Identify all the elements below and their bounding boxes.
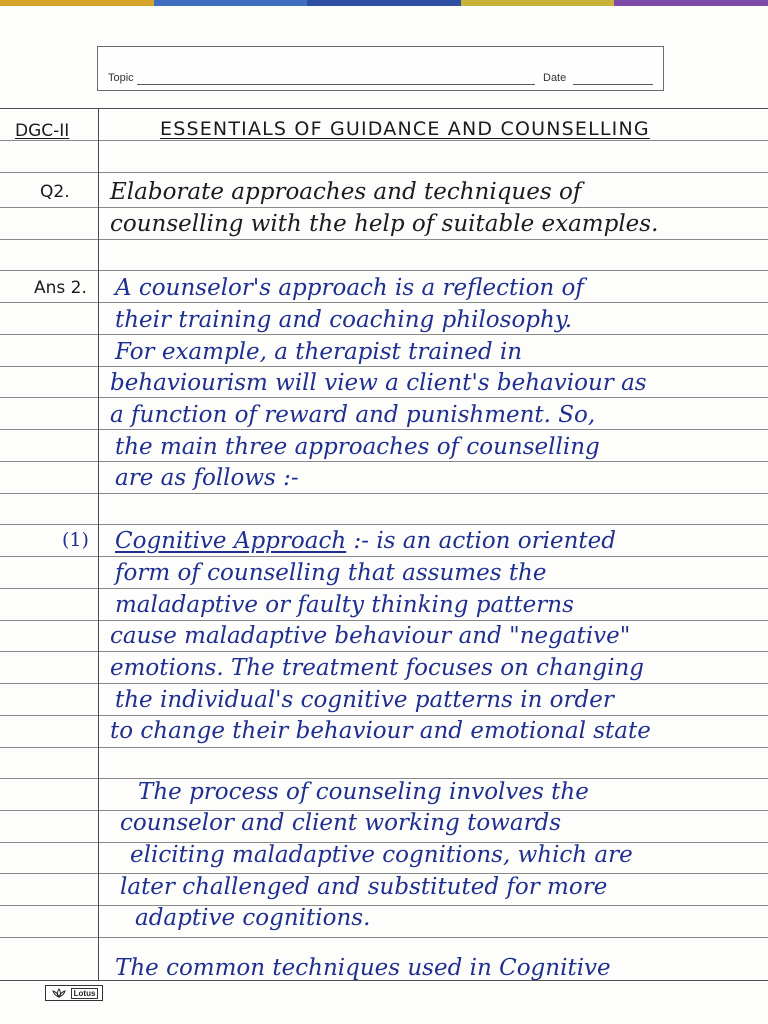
point-heading-suffix: :- is an action oriented <box>353 528 616 554</box>
point-line: maladaptive or faulty thinking patterns <box>115 592 574 618</box>
point-heading-line <box>115 530 616 553</box>
continuation-line: The common techniques used in Cognitive <box>115 955 611 981</box>
ruled-line <box>0 172 768 173</box>
point-line: the individual's cognitive patterns in order <box>115 687 614 713</box>
process-line: The process of counseling involves the <box>138 779 589 805</box>
ruled-line <box>0 556 768 557</box>
ruled-line <box>0 270 768 271</box>
answer-line: behaviourism will view a client's behaviour as <box>110 370 647 396</box>
process-line: counselor and client working towards <box>120 810 562 836</box>
answer-line: A counselor's approach is a reflection of <box>115 275 584 301</box>
lotus-flower-icon <box>50 988 68 998</box>
answer-line: For example, a therapist trained in <box>115 339 523 365</box>
answer-label: Ans 2. <box>34 278 87 298</box>
answer-line: are as follows :- <box>115 465 299 491</box>
question-label: Q2. <box>40 182 70 202</box>
paper-code: DGC-II <box>15 121 70 141</box>
ruled-line <box>0 588 768 589</box>
point-line: to change their behaviour and emotional state <box>110 718 651 744</box>
ruled-line <box>0 461 768 462</box>
ruled-line <box>0 715 768 716</box>
ruled-line <box>0 207 768 208</box>
brand-name: Lotus <box>71 988 99 999</box>
question-line: counselling with the help of suitable examples. <box>110 211 659 237</box>
ruled-line <box>0 683 768 684</box>
date-blank-line <box>573 84 653 85</box>
ruled-line <box>0 108 768 109</box>
ruled-line <box>0 493 768 494</box>
ruled-line <box>0 397 768 398</box>
topic-blank-line <box>137 84 535 85</box>
ruled-line <box>0 620 768 621</box>
process-line: eliciting maladaptive cognitions, which are <box>130 842 633 868</box>
process-line: later challenged and substituted for more <box>120 874 608 900</box>
point-number: (1) <box>62 529 89 551</box>
ruled-line <box>0 524 768 525</box>
ruled-line <box>0 905 768 906</box>
topic-date-header-box <box>97 46 664 91</box>
ruled-line <box>0 429 768 430</box>
page-title: ESSENTIALS OF GUIDANCE AND COUNSELLING <box>160 118 650 140</box>
ruled-line <box>0 239 768 240</box>
ruled-line <box>0 747 768 748</box>
answer-line: their training and coaching philosophy. <box>115 307 573 333</box>
ruled-line <box>0 302 768 303</box>
point-heading: Cognitive Approach <box>115 528 347 554</box>
topic-label: Topic <box>108 72 134 84</box>
ruled-line <box>0 937 768 938</box>
point-line: form of counselling that assumes the <box>115 560 547 586</box>
answer-line: the main three approaches of counselling <box>115 434 600 460</box>
process-line: adaptive cognitions. <box>135 905 371 931</box>
ruled-line <box>0 140 768 141</box>
answer-line: a function of reward and punishment. So, <box>110 402 596 428</box>
brand-logo <box>45 985 103 1001</box>
paper-edge-strip <box>0 0 768 6</box>
question-line: Elaborate approaches and techniques of <box>110 179 582 205</box>
margin-line <box>98 108 99 981</box>
point-line: cause maladaptive behaviour and "negative" <box>110 623 631 649</box>
point-line: emotions. The treatment focuses on changing <box>110 655 645 681</box>
ruled-line <box>0 651 768 652</box>
ruled-line <box>0 366 768 367</box>
ruled-line <box>0 334 768 335</box>
date-label: Date <box>543 72 567 84</box>
